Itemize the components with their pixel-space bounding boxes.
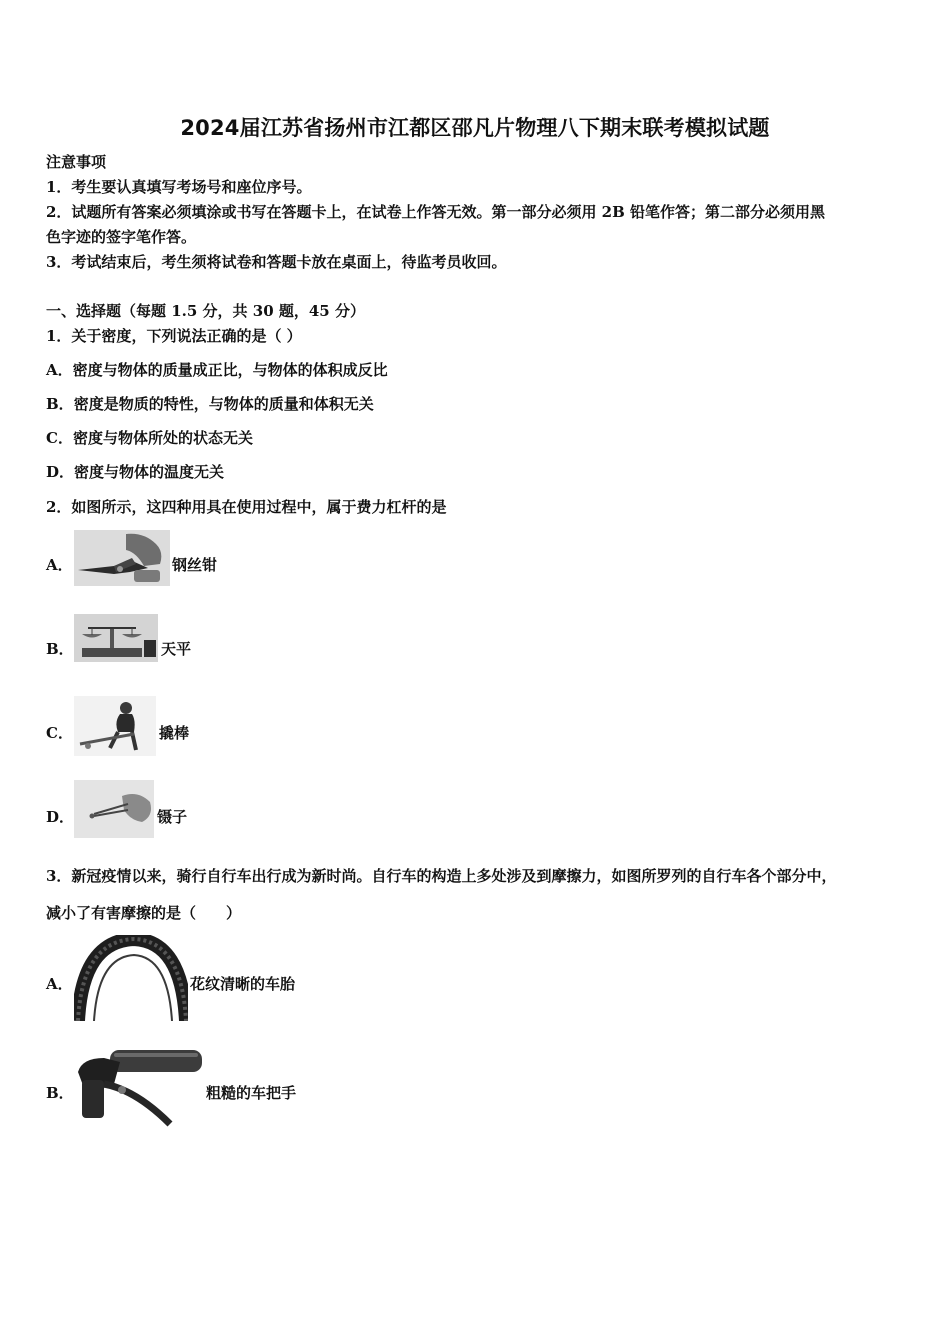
option-letter: D．	[46, 463, 75, 481]
option-letter: D．	[46, 808, 75, 826]
option-letter: A．	[46, 361, 73, 379]
bike-handle-image	[74, 1044, 204, 1128]
question-1-option-b	[46, 394, 374, 414]
option-letter: C．	[46, 429, 73, 447]
notice-item: 3．考试结束后，考生须将试卷和答题卡放在桌面上，待监考员收回。	[46, 253, 507, 271]
question-1-option-c	[46, 428, 253, 448]
option-letter: B．	[46, 1084, 74, 1102]
option-letter: C．	[46, 724, 73, 742]
question-2-stem: 2．如图所示，这四种用具在使用过程中，属于费力杠杆的是	[46, 498, 447, 516]
balance-scale-image	[74, 614, 158, 662]
bike-tire-image	[74, 935, 188, 1021]
option-text: 粗糙的车把手	[206, 1084, 297, 1102]
option-text: 花纹清晰的车胎	[190, 975, 296, 993]
option-text: 密度与物体的质量成正比，与物体的体积成反比	[72, 361, 388, 379]
option-text: 撬棒	[159, 724, 190, 742]
notice-item: 1．考生要认真填写考场号和座位序号。	[46, 178, 312, 196]
page-title: 2024届江苏省扬州市江都区邵凡片物理八下期末联考模拟试题	[180, 116, 770, 140]
option-letter: A．	[46, 556, 73, 574]
notice-item: 色字迹的签字笔作答。	[46, 228, 197, 246]
option-text: 镊子	[157, 808, 188, 826]
notice-heading: 注意事项	[46, 153, 107, 171]
notice-item: 2．试题所有答案必须填涂或书写在答题卡上，在试卷上作答无效。第一部分必须用 2B 铅笔作答；第二部分必须用黑	[46, 203, 826, 221]
option-letter: B．	[46, 640, 74, 658]
option-text: 天平	[161, 640, 192, 658]
option-letter: B．	[46, 395, 74, 413]
question-1-option-a	[46, 360, 388, 380]
tweezers-image	[74, 780, 154, 838]
option-text: 密度与物体所处的状态无关	[72, 429, 253, 447]
option-text: 钢丝钳	[172, 556, 218, 574]
option-text: 密度是物质的特性，与物体的质量和体积无关	[73, 395, 374, 413]
option-letter: A．	[46, 975, 73, 993]
question-3-stem: 3．新冠疫情以来，骑行自行车出行成为新时尚。自行车的构造上多处涉及到摩擦力，如图所罗列的自行车各个部分中，	[46, 867, 837, 885]
crowbar-image	[74, 696, 156, 756]
option-text: 密度与物体的温度无关	[74, 463, 225, 481]
section-heading: 一、选择题（每题 1.5 分，共 30 题，45 分）	[46, 302, 365, 320]
pliers-image	[74, 530, 170, 586]
question-3-stem: 减小了有害摩擦的是（ ）	[46, 904, 242, 922]
question-1-stem: 1．关于密度，下列说法正确的是（ ）	[46, 327, 302, 345]
question-1-option-d	[46, 462, 224, 482]
